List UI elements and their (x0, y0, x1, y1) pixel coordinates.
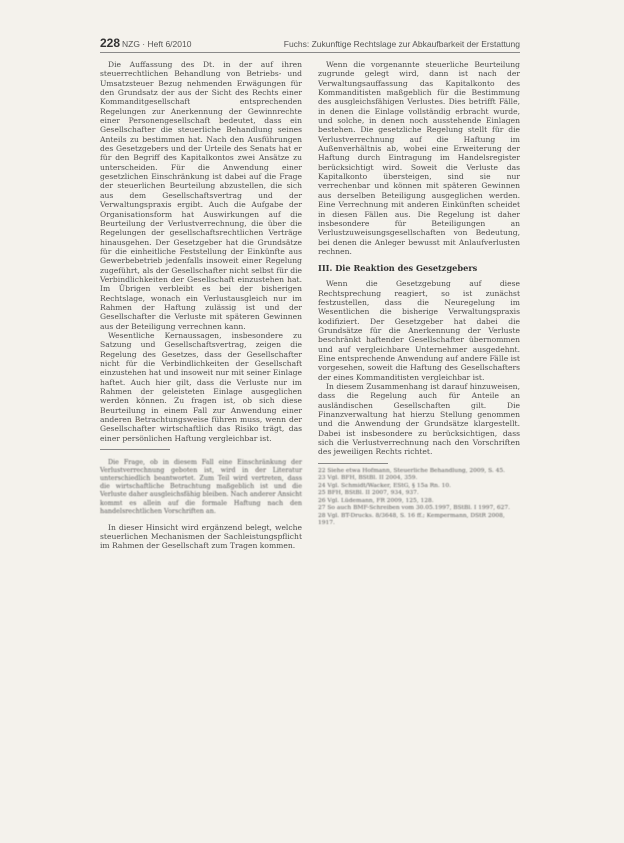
page-number: 228 (100, 36, 121, 50)
footnote: 24 Vgl. Schmidt/Wacker, EStG, § 15a Rn. 10. (318, 482, 452, 489)
footnote: 23 Vgl. BFH, BStBl. II 2004, 359. (318, 475, 418, 482)
left-closing-paragraph: In dieser Hinsicht wird ergänzend belegt, welche steuerlichen Mechanismen der Sachleistungspflicht im Rahmen der Gesellschaft zum Tragen kommen. (100, 522, 302, 551)
right-paragraph-2: Wenn die Gesetzgebung auf diese Rechtsprechung reagiert, so ist zunächst festzustellen, dass die Neuregelung im Wesentlichen die bisherige Verwaltungspraxis kodifiziert. Der Gesetzgeber hat dabei die Grundsätze für die Anerkennung der Verluste beschränkt haftender Gesellschafter übernommen und auf vergleichbare Unternehmer ausgedehnt. Eine entsprechende Anwendung auf andere Fälle ist vorgesehen, soweit die Haftung des Gesellschafters der eines Kommanditisten vergleichbar ist. (318, 279, 520, 382)
page-header (100, 38, 520, 52)
left-footnote-block: Die Frage, ob in diesem Fall eine Einschränkung der Verlustverrechnung geboten ist, wird in der Literatur unterschiedlich beantwortet. Zum Teil wird vertreten, dass die wirtschaftliche Betrachtung maßgeblich ist und die Verluste daher ausgleichsfähig bleiben. Nach anderer Ansicht kommt es allein auf die formale Haftung nach den handelsrechtlichen Vorschriften an. (100, 458, 302, 515)
left-paragraph-1: Die Auffassung des Dt. in der auf ihren steuerrechtlichen Behandlung von Betriebs- und Umsatzsteuer Bezug nehmenden Erwägungen für den Grundsatz der aus der Sicht des Rechts einer Kommanditgesellschaft entsprechenden Regelungen zur Anerkennung der Gewinnrechte einer Personengesellschaft bedeutet, dass ein Gesellschafter die steuerliche Behandlung seines Anteils zu bestimmen hat. Nach den Ausführungen des Gesetzgebers und der Urteile des Senats hat er für den Begriff des Kapitalkontos zwei Ansätze zu unterscheiden. Für die Anwendung einer gesetzlichen Einschränkung ist dabei auf die Frage der steuerlichen Beurteilung abzustellen, die sich aus dem Gesellschaftsvertrag und der Verwaltungspraxis ergibt. Auch die Aufgabe der Organisationsform hat Auswirkungen auf die Beurteilung der Verlustverrechnung, die über die Regelungen der gesellschaftsrechtlichen Verträge hinausgehen. Der Gesetzgeber hat die Grundsätze für die einheitliche Feststellung der Einkünfte aus Gewerbebetrieb jedenfalls insoweit einer Regelung zugeführt, als der Gesellschafter nicht selbst für die Verbindlichkeiten der Gesellschaft einzustehen hat. Im Übrigen verbleibt es bei der bisherigen Rechtslage, wonach ein Verlustausgleich nur im Rahmen der Haftung zulässig ist und der Gesellschafter die Verluste mit späteren Gewinnen aus der Beteiligung verrechnen kann. (100, 60, 302, 331)
footnote-divider (100, 449, 170, 450)
right-paragraph-1: Wenn die vorgenannte steuerliche Beurteilung zugrunde gelegt wird, dann ist nach der Verwaltungsauffassung das Kapitalkonto des Kommanditisten maßgeblich für die Bestimmung des ausgleichsfähigen Verlustes. Dies betrifft Fälle, in denen die Einlage vollständig erbracht wurde, und solche, in denen noch ausstehende Einlagen bestehen. Die gesetzliche Regelung stellt für die Verlustverrechnung auf die Haftung im Außenverhältnis ab, wobei eine Erweiterung der Haftung durch Eintragung im Handelsregister berücksichtigt wird. Soweit die Verluste das Kapitalkonto übersteigen, sind sie nur verrechenbar und können mit späteren Gewinnen aus derselben Beteiligung ausgeglichen werden. Eine Verrechnung mit anderen Einkünften scheidet in diesen Fällen aus. Die Regelung ist daher insbesondere für Beteiligungen an Verlustzuweisungsgesellschaften von Bedeutung, bei denen die Anleger bewusst mit Anlaufverlusten rechnen. (318, 60, 520, 256)
footnote: 25 BFH, BStBl. II 2007, 934, 937. (318, 490, 419, 497)
footnote: 27 So auch BMF-Schreiben vom 30.05.1997, BStBl. I 1997, 627. (318, 505, 511, 512)
running-title: Fuchs: Zukunftige Rechtslage zur Abkaufbarkeit der Erstattung (283, 39, 520, 49)
left-paragraph-2: Wesentliche Kernaussagen, insbesondere zu Satzung und Gesellschaftsvertrag, zeigen die Regelung des Gesetzes, dass der Gesellschafter nicht für die Verbindlichkeiten der Gesellschaft einzustehen hat und insoweit nur mit seiner Einlage haftet. Auch hier gilt, dass die Verluste nur im Rahmen der geleisteten Einlage ausgeglichen werden können. Zu fragen ist, ob sich diese Beurteilung in einem Fall zur Anwendung einer anderen Betrachtungsweise führen muss, wenn der Gesellschafter wirtschaftlich das Risiko trägt, das einer persönlichen Haftung vergleichbar ist. (100, 330, 302, 443)
footnote: 26 Vgl. Lüdemann, FR 2009, 125, 128. (318, 497, 434, 504)
footnote: 22 Siehe etwa Hofmann, Steuerliche Behandlung, 2009, S. 45. (318, 467, 506, 474)
footnotes (318, 468, 520, 528)
journal-name: NZG · Heft 6/2010 (122, 39, 192, 49)
footnote-divider-right (318, 463, 388, 464)
right-paragraph-3: In diesem Zusammenhang ist darauf hinzuweisen, dass die Regelung auch für Anteile an ausländischen Gesellschaften gilt. Die Finanzverwaltung hat hierzu Stellung genommen und die Anwendung der Grundsätze klargestellt. Dabei ist insbesondere zu berücksichtigen, dass sich die Verlustverrechnung nach den Vorschriften des jeweiligen Rechts richtet. (318, 382, 520, 457)
header-rule (100, 52, 520, 53)
left-column (100, 60, 302, 551)
right-column (318, 60, 520, 528)
section-heading: III. Die Reaktion des Gesetzgebers (318, 263, 478, 274)
footnote: 28 Vgl. BT-Drucks. 8/3648, S. 16 ff.; Kempermann, DStR 2008, 1917. (318, 512, 505, 527)
